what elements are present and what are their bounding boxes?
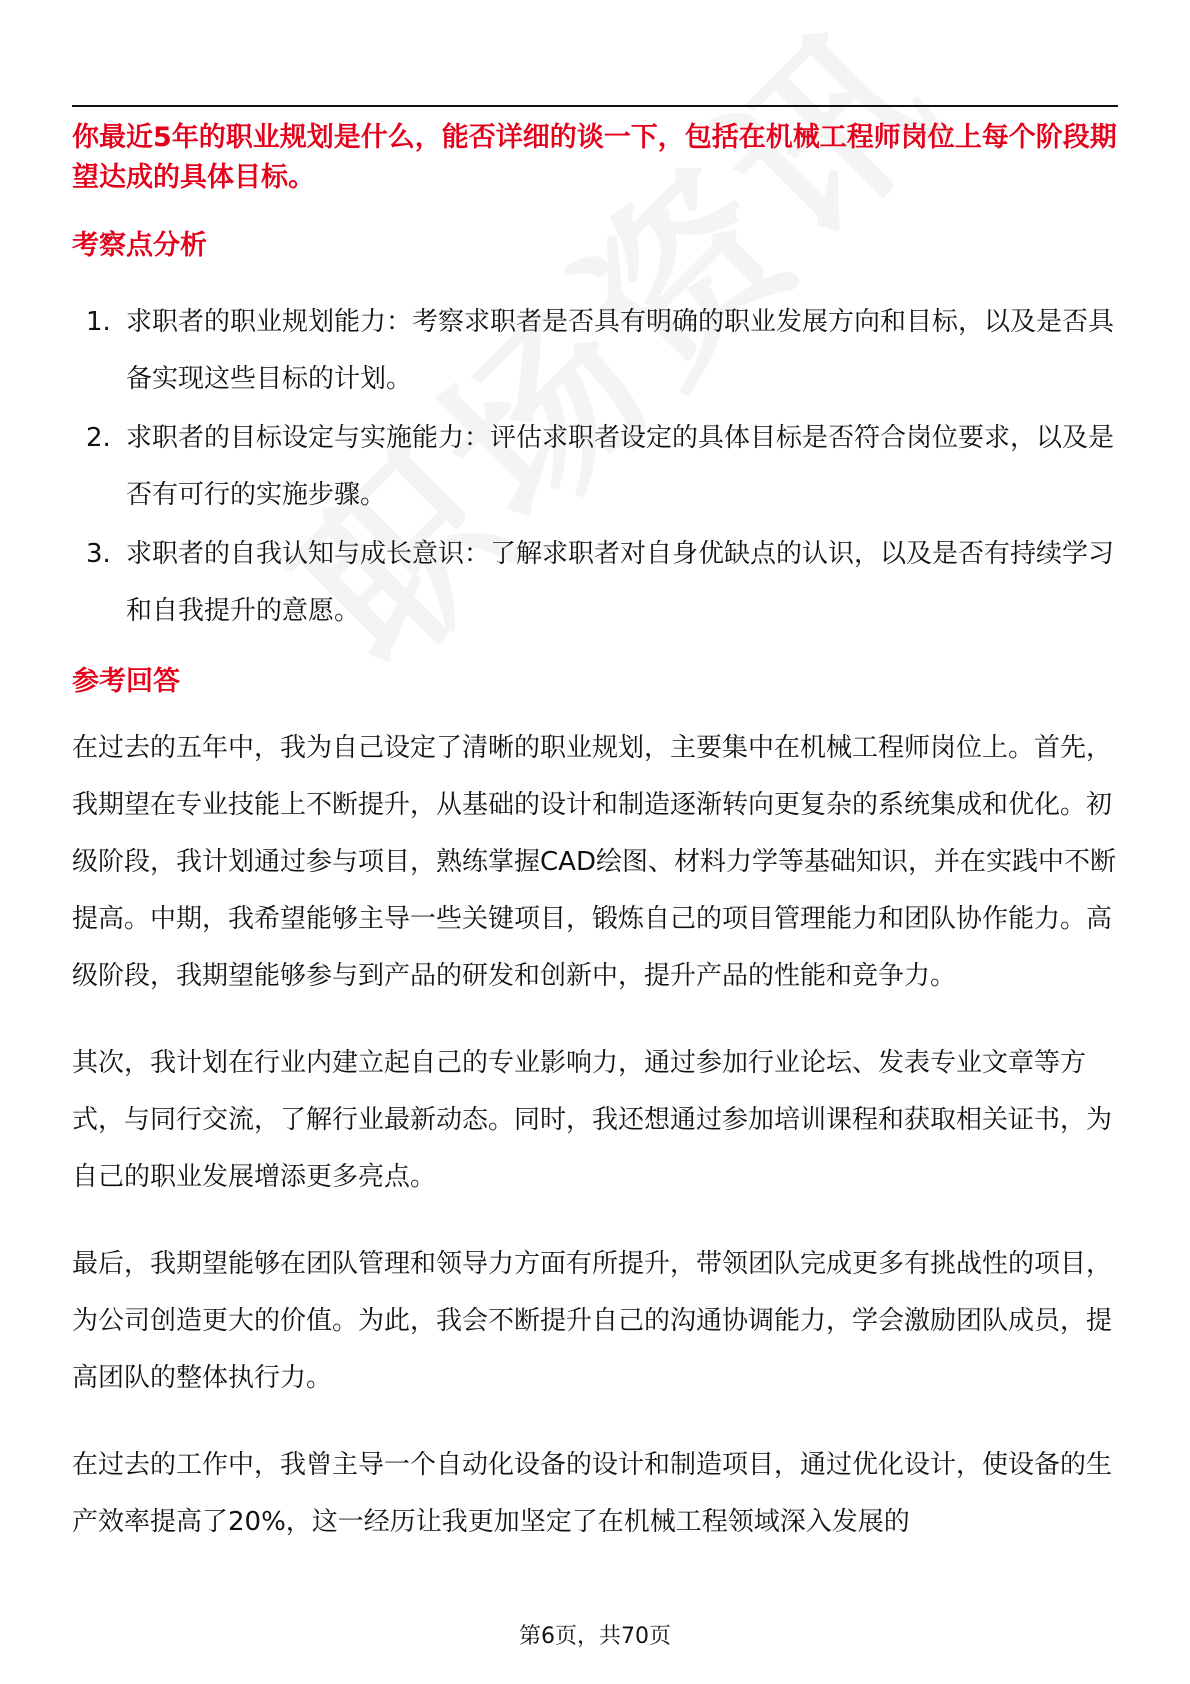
answer-heading: 参考回答 bbox=[72, 666, 180, 697]
page-number: 第6页，共70页 bbox=[519, 1624, 671, 1649]
answer-paragraph: 其次，我计划在行业内建立起自己的专业影响力，通过参加行业论坛、发表专业文章等方式，与同行交流，了解行业最新动态。同时，我还想通过参加培训课程和获取相关证书，为自己的职业发展增添更多亮点。 bbox=[72, 1048, 1113, 1192]
analysis-item-text: 求职者的职业规划能力：考察求职者是否具有明确的职业发展方向和目标，以及是否具备实现这些目标的计划。 bbox=[126, 307, 1115, 394]
analysis-item-text: 求职者的目标设定与实施能力：评估求职者设定的具体目标是否符合岗位要求，以及是否有可行的实施步骤。 bbox=[126, 423, 1115, 510]
interview-question: 你最近5年的职业规划是什么，能否详细的谈一下，包括在机械工程师岗位上每个阶段期望达成的具体目标。 bbox=[72, 122, 1117, 193]
analysis-heading: 考察点分析 bbox=[72, 230, 207, 261]
analysis-list bbox=[72, 294, 1118, 640]
analysis-item bbox=[72, 526, 1118, 640]
header-rule bbox=[72, 105, 1118, 107]
analysis-item bbox=[72, 410, 1118, 524]
answer-paragraph: 在过去的五年中，我为自己设定了清晰的职业规划，主要集中在机械工程师岗位上。首先，我期望在专业技能上不断提升，从基础的设计和制造逐渐转向更复杂的系统集成和优化。初级阶段，我计划通过参与项目，熟练掌握CAD绘图、材料力学等基础知识，并在实践中不断提高。中期，我希望能够主导一些关键项目，锻炼自己的项目管理能力和团队协作能力。高级阶段，我期望能够参与到产品的研发和创新中，提升产品的性能和竞争力。 bbox=[72, 733, 1116, 991]
analysis-item-number: 3. bbox=[86, 539, 111, 569]
analysis-item-number: 1. bbox=[86, 307, 111, 337]
answer-paragraph: 最后，我期望能够在团队管理和领导力方面有所提升，带领团队完成更多有挑战性的项目，为公司创造更大的价值。为此，我会不断提升自己的沟通协调能力，学会激励团队成员，提高团队的整体执行力。 bbox=[72, 1249, 1113, 1393]
analysis-item bbox=[72, 294, 1118, 408]
document-body bbox=[72, 118, 1118, 1551]
analysis-item-number: 2. bbox=[86, 423, 111, 453]
answer-paragraph: 在过去的工作中，我曾主导一个自动化设备的设计和制造项目，通过优化设计，使设备的生产效率提高了20%，这一经历让我更加坚定了在机械工程领域深入发展的 bbox=[72, 1450, 1113, 1537]
analysis-item-text: 求职者的自我认知与成长意识：了解求职者对自身优缺点的认识，以及是否有持续学习和自我提升的意愿。 bbox=[126, 539, 1115, 626]
